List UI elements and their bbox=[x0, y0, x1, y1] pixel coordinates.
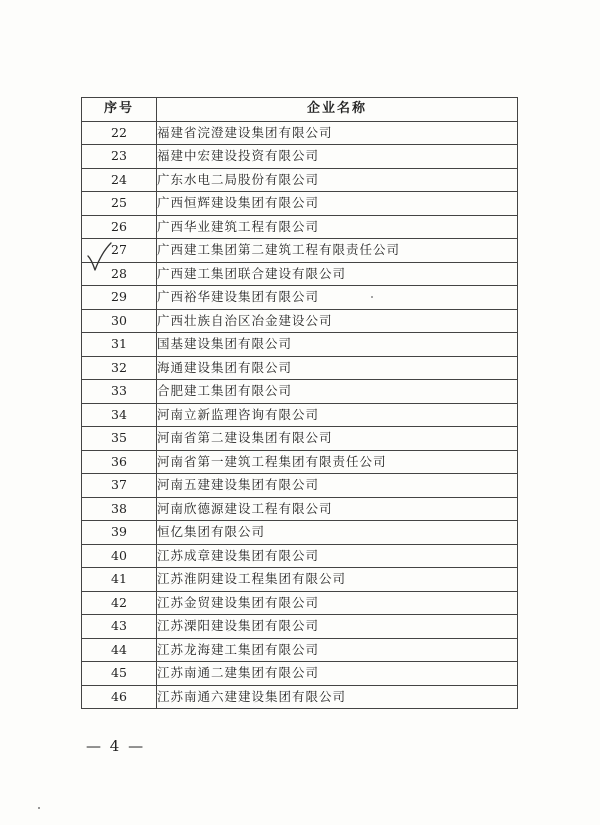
table-row bbox=[82, 638, 518, 662]
row-number: 26 bbox=[82, 215, 157, 239]
row-number: 28 bbox=[82, 262, 157, 286]
row-number: 30 bbox=[82, 309, 157, 333]
company-name: 河南欣德源建设工程有限公司 bbox=[157, 497, 518, 521]
table-row bbox=[82, 427, 518, 451]
row-number: 35 bbox=[82, 427, 157, 451]
table-row bbox=[82, 239, 518, 263]
table-row bbox=[82, 262, 518, 286]
table-row bbox=[82, 215, 518, 239]
table-row bbox=[82, 615, 518, 639]
table-row bbox=[82, 333, 518, 357]
header-name: 企业名称 bbox=[157, 98, 518, 122]
table-row bbox=[82, 591, 518, 615]
company-name: 江苏溧阳建设集团有限公司 bbox=[157, 615, 518, 639]
table-row bbox=[82, 309, 518, 333]
company-name: 江苏金贸建设集团有限公司 bbox=[157, 591, 518, 615]
row-number: 46 bbox=[82, 685, 157, 709]
row-number: 36 bbox=[82, 450, 157, 474]
row-number: 31 bbox=[82, 333, 157, 357]
company-name: 恒亿集团有限公司 bbox=[157, 521, 518, 545]
row-number: 24 bbox=[82, 168, 157, 192]
row-number: 37 bbox=[82, 474, 157, 498]
table-row bbox=[82, 380, 518, 404]
company-name: 江苏南通六建建设集团有限公司 bbox=[157, 685, 518, 709]
company-name: 广西华业建筑工程有限公司 bbox=[157, 215, 518, 239]
company-table bbox=[81, 97, 518, 709]
row-number: 32 bbox=[82, 356, 157, 380]
row-number: 33 bbox=[82, 380, 157, 404]
company-name: 广西裕华建设集团有限公司 bbox=[157, 286, 518, 310]
company-name: 广西恒辉建设集团有限公司 bbox=[157, 192, 518, 216]
company-name: 江苏淮阴建设工程集团有限公司 bbox=[157, 568, 518, 592]
company-name: 江苏南通二建集团有限公司 bbox=[157, 662, 518, 686]
row-number: 41 bbox=[82, 568, 157, 592]
row-number: 27 bbox=[82, 239, 157, 263]
company-name: 江苏龙海建工集团有限公司 bbox=[157, 638, 518, 662]
row-number: 45 bbox=[82, 662, 157, 686]
table-row bbox=[82, 544, 518, 568]
table-row bbox=[82, 145, 518, 169]
table-body bbox=[82, 121, 518, 709]
table-row bbox=[82, 474, 518, 498]
row-number: 39 bbox=[82, 521, 157, 545]
table-row bbox=[82, 568, 518, 592]
row-number: 25 bbox=[82, 192, 157, 216]
company-name: 福建省浣澄建设集团有限公司 bbox=[157, 121, 518, 145]
company-name: 海通建设集团有限公司 bbox=[157, 356, 518, 380]
table-row bbox=[82, 403, 518, 427]
table-row bbox=[82, 497, 518, 521]
row-number: 38 bbox=[82, 497, 157, 521]
header-no: 序号 bbox=[82, 98, 157, 122]
table-row bbox=[82, 662, 518, 686]
company-name: 河南五建建设集团有限公司 bbox=[157, 474, 518, 498]
table-row bbox=[82, 685, 518, 709]
row-number: 44 bbox=[82, 638, 157, 662]
table-row bbox=[82, 121, 518, 145]
scan-speck bbox=[371, 296, 373, 298]
row-number: 43 bbox=[82, 615, 157, 639]
table-row bbox=[82, 192, 518, 216]
table-row bbox=[82, 450, 518, 474]
row-number: 22 bbox=[82, 121, 157, 145]
table-row bbox=[82, 521, 518, 545]
company-name: 广西壮族自治区冶金建设公司 bbox=[157, 309, 518, 333]
row-number: 40 bbox=[82, 544, 157, 568]
scan-speck bbox=[38, 807, 40, 809]
company-name: 河南省第二建设集团有限公司 bbox=[157, 427, 518, 451]
company-name: 广东水电二局股份有限公司 bbox=[157, 168, 518, 192]
company-name: 河南立新监理咨询有限公司 bbox=[157, 403, 518, 427]
company-name: 广西建工集团联合建设有限公司 bbox=[157, 262, 518, 286]
company-name: 广西建工集团第二建筑工程有限责任公司 bbox=[157, 239, 518, 263]
table-row bbox=[82, 286, 518, 310]
table-row bbox=[82, 356, 518, 380]
row-number: 29 bbox=[82, 286, 157, 310]
company-name: 国基建设集团有限公司 bbox=[157, 333, 518, 357]
page-number: — 4 — bbox=[86, 737, 146, 755]
table-row bbox=[82, 168, 518, 192]
company-name: 合肥建工集团有限公司 bbox=[157, 380, 518, 404]
handwritten-check-mark-icon bbox=[86, 242, 112, 272]
table-header-row bbox=[82, 98, 518, 122]
company-name: 河南省第一建筑工程集团有限责任公司 bbox=[157, 450, 518, 474]
row-number: 23 bbox=[82, 145, 157, 169]
company-name: 福建中宏建设投资有限公司 bbox=[157, 145, 518, 169]
row-number: 42 bbox=[82, 591, 157, 615]
row-number: 34 bbox=[82, 403, 157, 427]
company-name: 江苏成章建设集团有限公司 bbox=[157, 544, 518, 568]
